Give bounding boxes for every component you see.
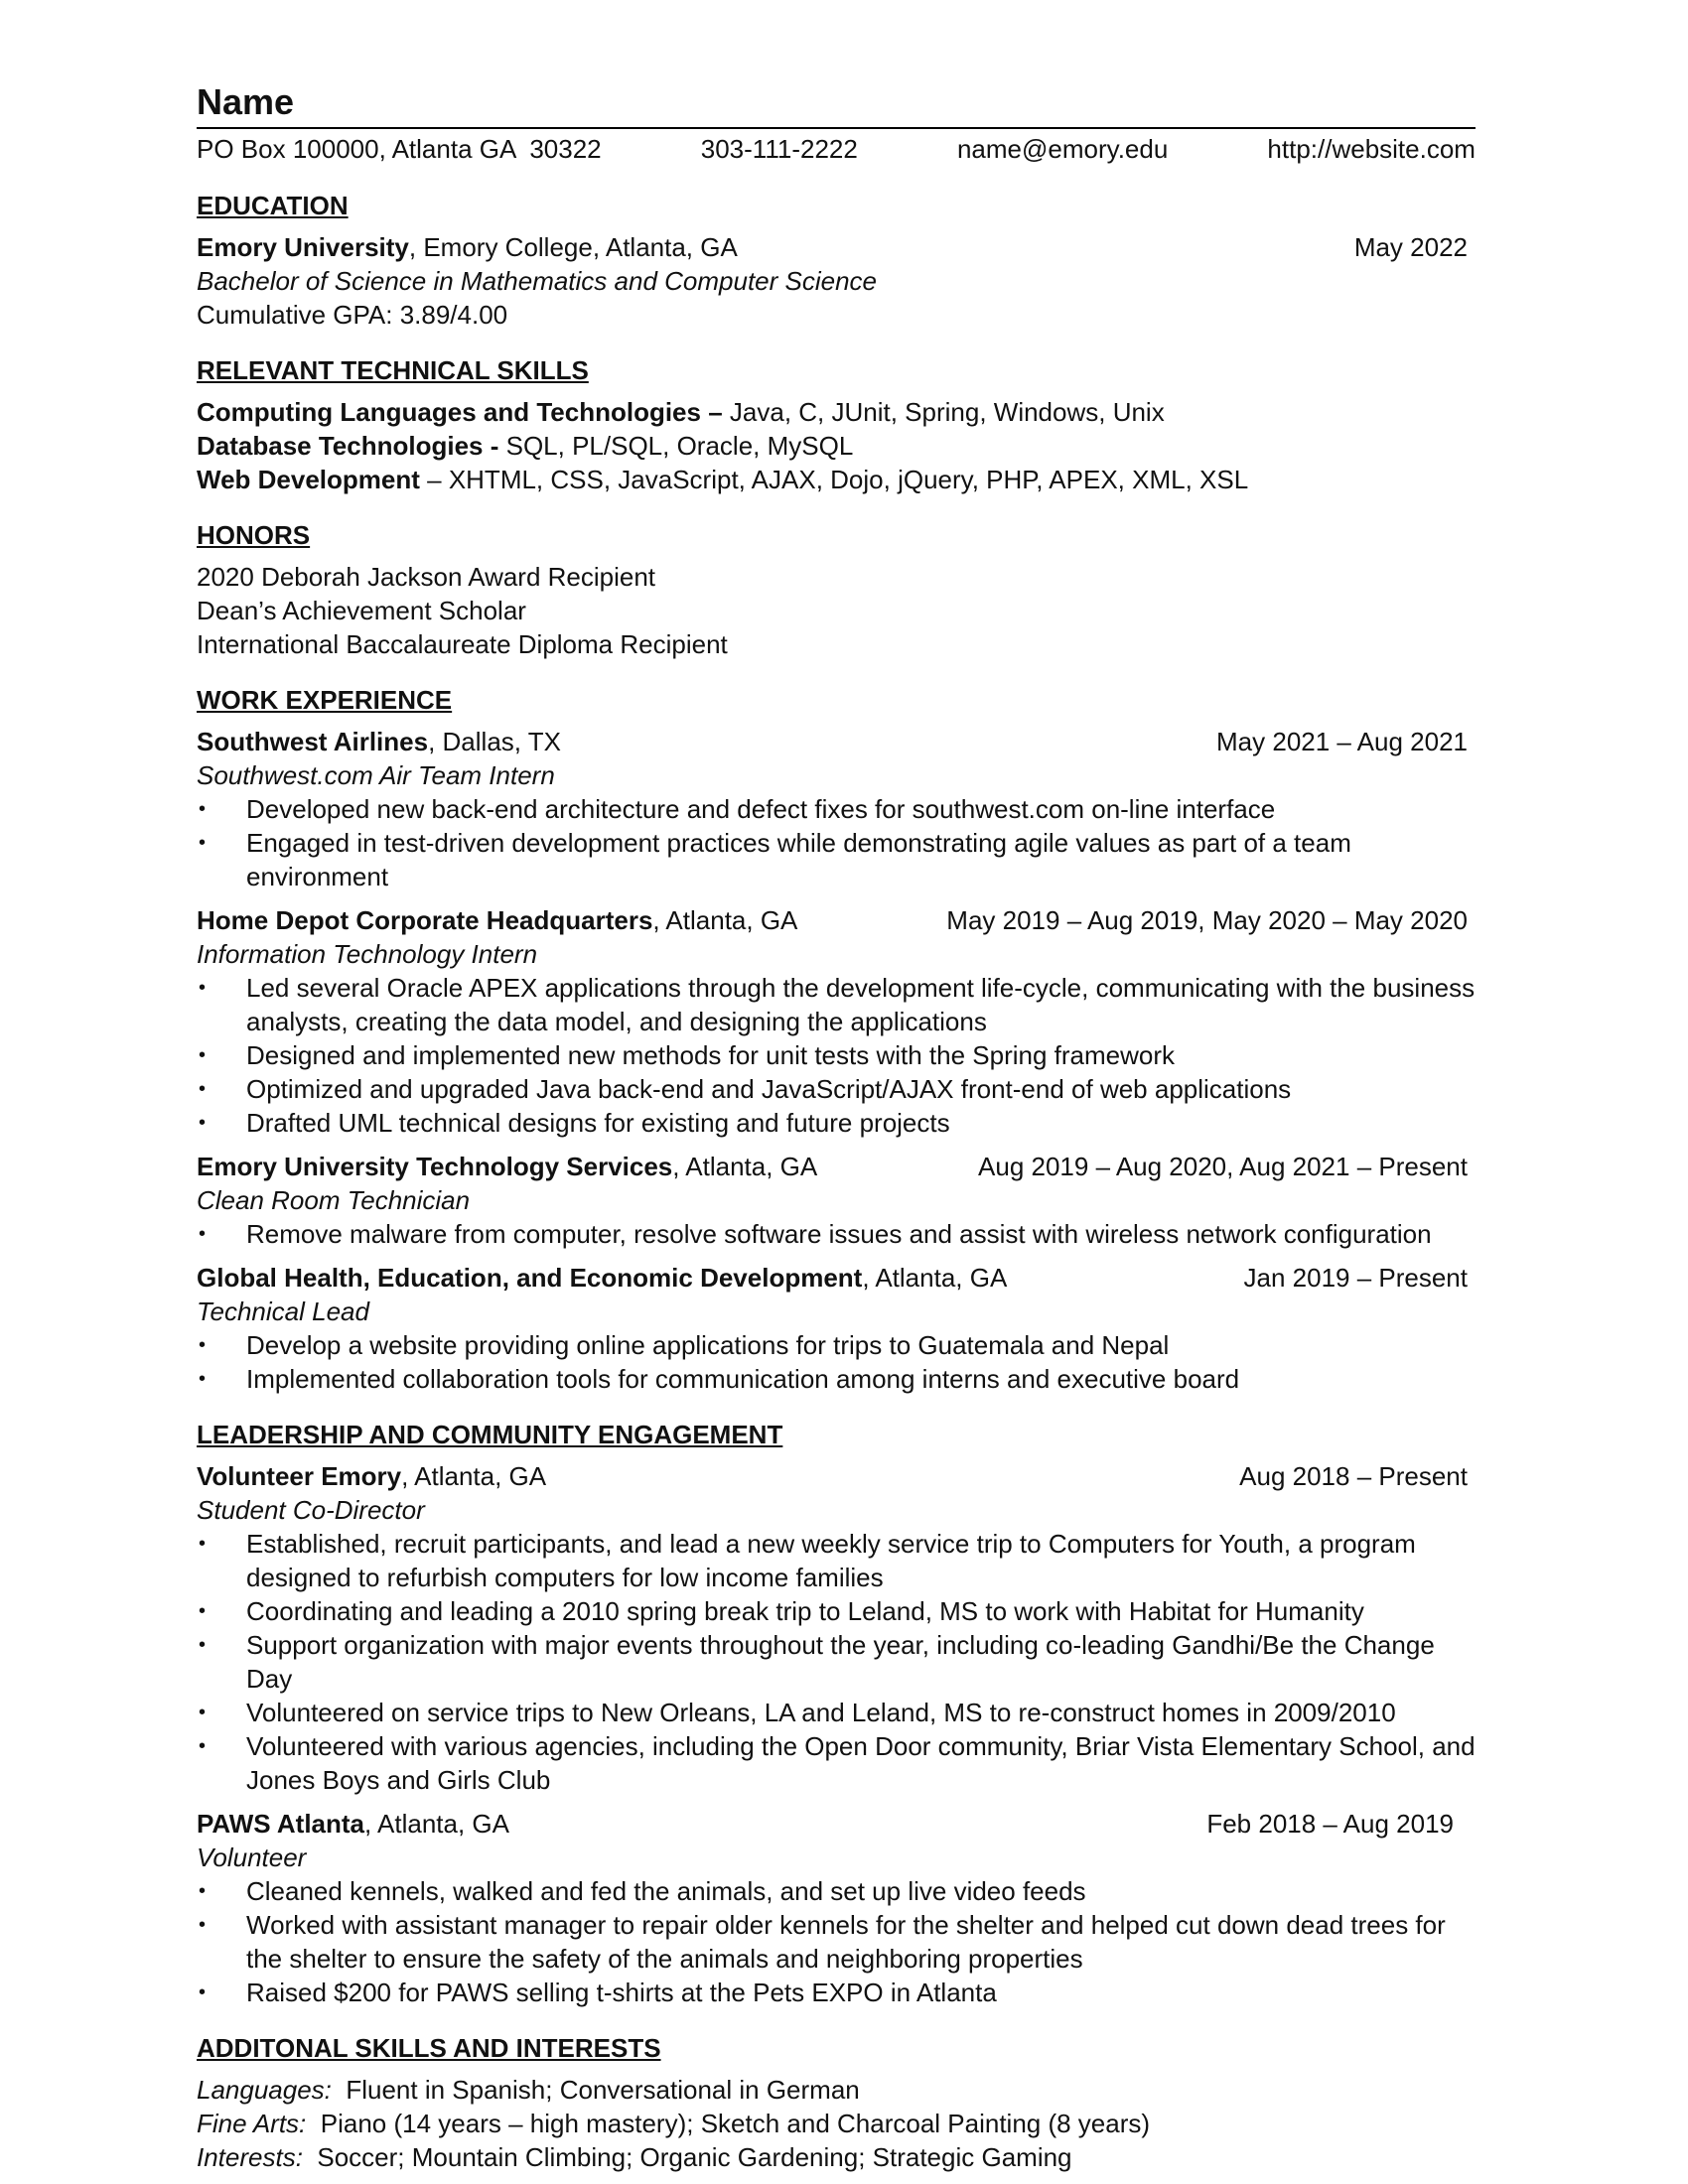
section-title: EDUCATION — [197, 191, 349, 220]
applicant-name: Name — [197, 81, 295, 122]
org-name: Home Depot Corporate Headquarters — [197, 905, 653, 935]
degree: Bachelor of Science in Mathematics and Computer Science — [197, 266, 878, 296]
section-title: HONORS — [197, 520, 311, 550]
list-item: • Raised $200 for PAWS selling t-shirts at the Pets EXPO in Atlanta — [197, 1976, 1476, 2009]
job-date: Feb 2018 – Aug 2019 — [1206, 1809, 1454, 1839]
org-name: Southwest Airlines — [197, 727, 429, 756]
job-role: Technical Lead — [197, 1297, 369, 1326]
section-title: LEADERSHIP AND COMMUNITY ENGAGEMENT — [197, 1420, 783, 1449]
list-item: • Led several Oracle APEX applications through the development life-cycle, communicating with the business analysts, creating the data model, and designing the applications — [197, 971, 1476, 1038]
section-title: WORK EXPERIENCE — [197, 685, 453, 715]
job-header — [197, 1459, 1476, 1493]
honor-item: 2020 Deborah Jackson Award Recipient — [197, 562, 656, 592]
resume-content — [197, 77, 1476, 2174]
job-bullets — [197, 792, 1476, 893]
job-role: Southwest.com Air Team Intern — [197, 760, 555, 790]
skill-value: SQL, PL/SQL, Oracle, MySQL — [498, 431, 854, 461]
org-name: Volunteer Emory — [197, 1461, 402, 1491]
job-header — [197, 1261, 1476, 1295]
school-name: Emory University — [197, 232, 409, 262]
school-location: , Emory College, Atlanta, GA — [408, 232, 738, 262]
skill-label: Database Technologies - — [197, 431, 499, 461]
additional-section — [197, 2031, 1476, 2174]
job-header — [197, 903, 1476, 937]
list-item: • Designed and implemented new methods for unit tests with the Spring framework — [197, 1038, 1476, 1072]
education-section — [197, 189, 1476, 332]
section-title: RELEVANT TECHNICAL SKILLS — [197, 355, 589, 385]
email: name@emory.edu — [956, 134, 1169, 164]
interest-label: Fine Arts: — [197, 2109, 307, 2138]
leadership-section — [197, 1418, 1476, 2009]
list-item: • Developed new back-end architecture and defect fixes for southwest.com on-line interface — [197, 792, 1476, 826]
interest-line — [197, 2073, 1476, 2107]
job-role: Student Co-Director — [197, 1495, 425, 1525]
job-date: May 2019 – Aug 2019, May 2020 – May 2020 — [946, 905, 1468, 935]
list-item: • Cleaned kennels, walked and fed the animals, and set up live video feeds — [197, 1874, 1476, 1908]
job-bullets — [197, 1874, 1476, 2009]
org-name: PAWS Atlanta — [197, 1809, 365, 1839]
job-header — [197, 725, 1476, 758]
skill-line — [197, 395, 1476, 429]
org-location: , Atlanta, GA — [672, 1152, 818, 1181]
org-location: , Dallas, TX — [428, 727, 561, 756]
interest-value: Fluent in Spanish; Conversational in German — [331, 2075, 860, 2105]
job-date: Aug 2018 – Present — [1239, 1461, 1468, 1491]
interest-line — [197, 2107, 1476, 2140]
interest-value: Piano (14 years – high mastery); Sketch and Charcoal Painting (8 years) — [306, 2109, 1151, 2138]
org-name: Emory University Technology Services — [197, 1152, 673, 1181]
job-header — [197, 1150, 1476, 1183]
list-item: • Support organization with major events throughout the year, including co-leading Gandhi/Be the Change Day — [197, 1628, 1476, 1696]
list-item: • Established, recruit participants, and lead a new weekly service trip to Computers for Youth, a program designed to refurbish computers for low income families — [197, 1527, 1476, 1594]
list-item: • Coordinating and leading a 2010 spring break trip to Leland, MS to work with Habitat for Humanity — [197, 1594, 1476, 1628]
job-bullets — [197, 1217, 1476, 1251]
list-item: • Engaged in test-driven development practices while demonstrating agile values as part of a team environment — [197, 826, 1476, 893]
interest-line — [197, 2140, 1476, 2174]
list-item: • Implemented collaboration tools for communication among interns and executive board — [197, 1362, 1476, 1396]
job-date: Jan 2019 – Present — [1243, 1263, 1468, 1293]
contact-line — [197, 127, 1476, 167]
skill-label: Web Development — [197, 465, 420, 494]
org-location: , Atlanta, GA — [652, 905, 798, 935]
honor-item: International Baccalaureate Diploma Recipient — [197, 629, 728, 659]
list-item: • Optimized and upgraded Java back-end and JavaScript/AJAX front-end of web applications — [197, 1072, 1476, 1106]
org-location: , Atlanta, GA — [862, 1263, 1008, 1293]
skill-value: – XHTML, CSS, JavaScript, AJAX, Dojo, jQuery, PHP, APEX, XML, XSL — [419, 465, 1249, 494]
job-role: Volunteer — [197, 1843, 307, 1872]
job-role: Clean Room Technician — [197, 1185, 471, 1215]
interest-label: Languages: — [197, 2075, 332, 2105]
list-item: • Drafted UML technical designs for existing and future projects — [197, 1106, 1476, 1140]
skills-section — [197, 353, 1476, 496]
section-title: ADDITONAL SKILLS AND INTERESTS — [197, 2033, 661, 2063]
org-name: Global Health, Education, and Economic Development — [197, 1263, 863, 1293]
interest-value: Soccer; Mountain Climbing; Organic Gardening; Strategic Gaming — [302, 2142, 1072, 2172]
job-bullets — [197, 971, 1476, 1140]
skill-line — [197, 429, 1476, 463]
job-bullets — [197, 1328, 1476, 1396]
job-role: Information Technology Intern — [197, 939, 538, 969]
skill-line — [197, 463, 1476, 496]
org-location: , Atlanta, GA — [364, 1809, 509, 1839]
graduation-date: May 2022 — [1353, 232, 1468, 262]
list-item: • Worked with assistant manager to repair older kennels for the shelter and helped cut down dead trees for the shelter to ensure the safety of the animals and neighboring properties — [197, 1908, 1476, 1976]
skill-label: Computing Languages and Technologies – — [197, 397, 723, 427]
list-item: • Remove malware from computer, resolve software issues and assist with wireless network configuration — [197, 1217, 1476, 1251]
honors-section — [197, 518, 1476, 661]
education-entry — [197, 230, 1476, 264]
phone: 303-111-2222 — [700, 134, 858, 164]
gpa: Cumulative GPA: 3.89/4.00 — [197, 300, 508, 330]
org-location: , Atlanta, GA — [401, 1461, 547, 1491]
address: PO Box 100000, Atlanta GA 30322 — [197, 134, 602, 164]
skill-value: Java, C, JUnit, Spring, Windows, Unix — [722, 397, 1165, 427]
job-bullets — [197, 1527, 1476, 1797]
list-item: • Volunteered with various agencies, including the Open Door community, Briar Vista Elementary School, and Jones Boys and Girls Club — [197, 1729, 1476, 1797]
interest-label: Interests: — [197, 2142, 303, 2172]
list-item: • Develop a website providing online applications for trips to Guatemala and Nepal — [197, 1328, 1476, 1362]
list-item: • Volunteered on service trips to New Orleans, LA and Leland, MS to re-construct homes in 2009/2010 — [197, 1696, 1476, 1729]
honor-item: Dean’s Achievement Scholar — [197, 596, 526, 625]
work-section — [197, 683, 1476, 1396]
job-date: May 2021 – Aug 2021 — [1216, 727, 1468, 756]
job-date: Aug 2019 – Aug 2020, Aug 2021 – Present — [978, 1152, 1468, 1181]
website-link[interactable]: http://website.com — [1267, 134, 1476, 164]
job-header — [197, 1807, 1476, 1841]
